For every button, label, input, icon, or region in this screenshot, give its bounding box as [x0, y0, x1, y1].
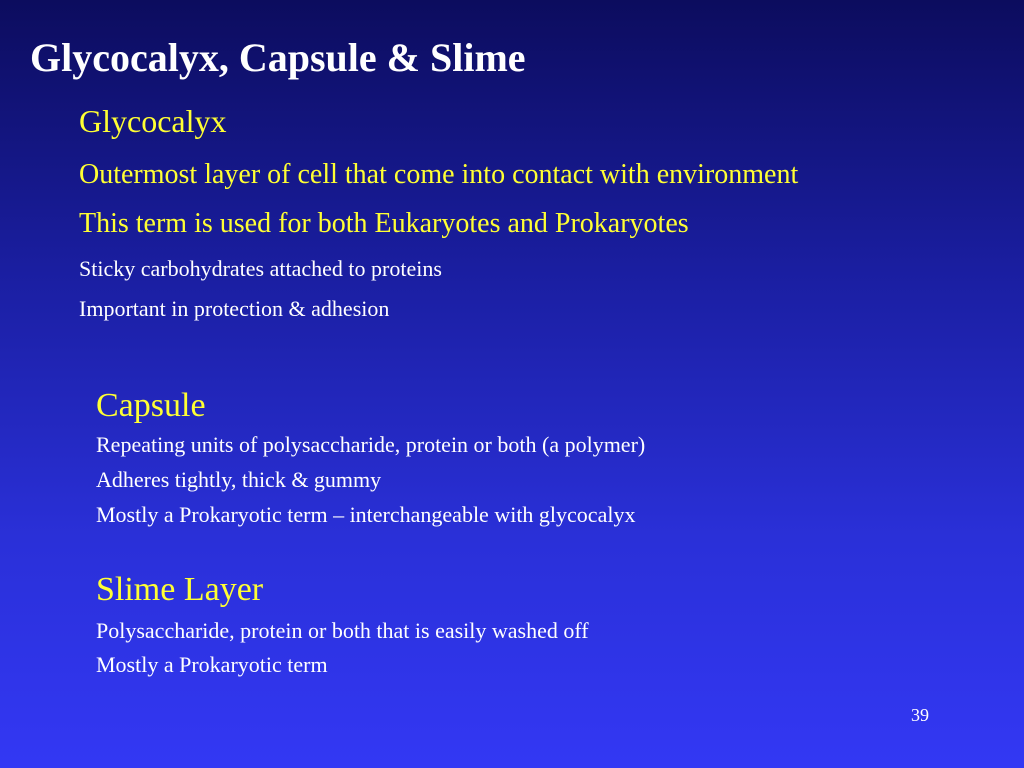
capsule-line-1: Repeating units of polysaccharide, protein or both (a polymer): [96, 432, 646, 457]
capsule-line-2: Adheres tightly, thick & gummy: [96, 467, 382, 492]
page-number: 39: [911, 705, 929, 725]
capsule-line-3: Mostly a Prokaryotic term – interchangeable with glycocalyx: [96, 502, 636, 527]
capsule-heading: Capsule: [96, 387, 206, 424]
glycocalyx-heading: Glycocalyx: [79, 103, 227, 139]
glycocalyx-line-3: Sticky carbohydrates attached to proteins: [79, 256, 442, 281]
slime-layer-line-1: Polysaccharide, protein or both that is easily washed off: [96, 618, 589, 643]
slide-title: Glycocalyx, Capsule & Slime: [30, 35, 526, 80]
slime-layer-heading: Slime Layer: [96, 571, 264, 608]
glycocalyx-line-2: This term is used for both Eukaryotes and Prokaryotes: [79, 208, 689, 239]
glycocalyx-line-1: Outermost layer of cell that come into contact with environment: [79, 159, 799, 190]
slime-layer-line-2: Mostly a Prokaryotic term: [96, 652, 328, 677]
glycocalyx-line-4: Important in protection & adhesion: [79, 296, 390, 321]
